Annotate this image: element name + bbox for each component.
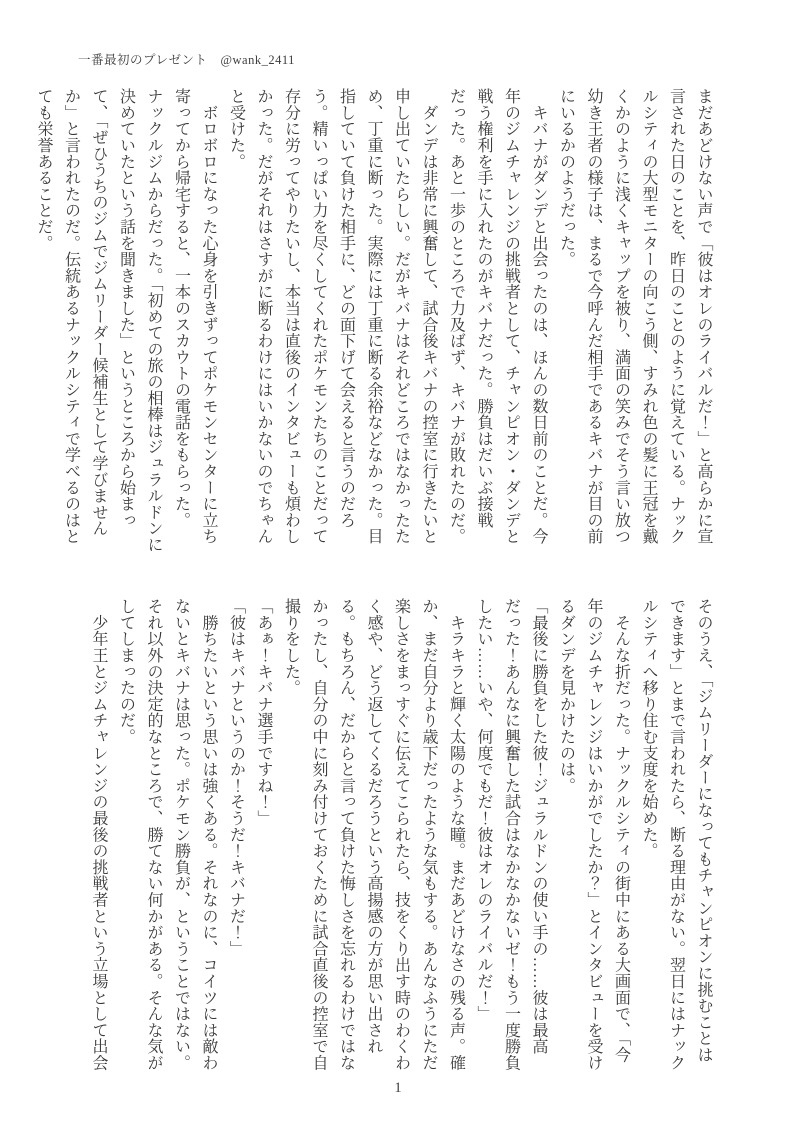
- paragraph: 少年王とジムチャレンジの最後の挑戦者という立場として出会: [90, 598, 107, 1071]
- paragraph: キバナがダンデと出会ったのは、ほんの数日前のことだ。今年のジムチャレンジの挑戦者として、チャンピオン・ダンデと戦う権利を手に入れたのがキバナだった。勝負はだいぶ接戦だった。あと一歩のところで力及ばず、キバナが敗れたのだ。: [447, 88, 547, 545]
- paragraph: そんな折だった。ナックルシティの街中にある大画面で、「今年のジムチャレンジはいかがでしたか？」とインタビューを受けるダンデを見かけたのは。: [557, 598, 630, 1071]
- paragraph: そのうえ、「ジムリーダーになってもチャンピオンに挑むことはできます」とまで言われたら、断る理由がない。翌日にはナックルシティへ移り住む支度を始めた。: [640, 598, 712, 1071]
- document-title-header: 一番最初のプレゼント @wank_2411: [78, 53, 295, 67]
- paragraph: 勝ちたいという思いは強くある。それなのに、コイツには敵わないとキバナは思った。ポケモン勝負が、ということではない。それ以外の決定的なところで、勝てない何かがある。そんな気がしてしまったのだ。: [117, 598, 217, 1071]
- paragraph: 「彼はキバナというのか！そうだ！キバナだ！」: [227, 598, 245, 957]
- page-number: 1: [394, 1080, 402, 1096]
- paragraph: 「最後に勝負をした彼！ジュラルドンの使い手の……彼は最高だった！あんなに興奮した試合はなかなかないゼ！もう一度勝負したい……いや、何度でもだ！彼はオレのライバルだ！」: [475, 598, 547, 1071]
- paragraph: ダンデは非常に興奮して、試合後キバナの控室に行きたいと申し出ていたらしい。だがキバナはそれどころではなかったため、丁重に断った。実際には丁重に断る余裕などなかった。目指していて負けた相手に、どの面下げて会えると言うのだろう。精いっぱい力を尽くしてくれたポケモンたちのことだって存分に労ってやりたいし、本当は直後のインタビューも煩わしかった。だがそれはさすがに断るわけにはいかないのでちゃんと受けた。: [227, 88, 437, 545]
- paragraph: キラキラと輝く太陽のような瞳。まだあどけなさの残る声。確か、まだ自分より歳下だったような気もする。あんなふうにただ楽しさをまっすぐに伝えてこられたら、技をくり出す時のわくわく感や、どう返してくるだろうという高揚感の方が思い出される。もちろん、だからと言って負けた悔しさを忘れるわけではなかったし、自分の中に刻み付けておくために試合直後の控室で自撮りをした。: [282, 598, 465, 1071]
- paragraph: 「あぁ！キバナ選手ですね！」: [255, 598, 272, 827]
- text-section-upper: [30, 88, 718, 558]
- text-section-lower: [85, 598, 718, 1071]
- paragraph: ボロボロになった心身を引きずってポケモンセンターに立ち寄ってから帰宅すると、一本のスカウトの電話をもらった。ナックルジムからだった。「初めての旅の相棒はジュラルドンに決めていたという話を聞きました」というところから始まって、「ぜひうちのジムでジムリーダー候補生として学びませんか」と言われたのだ。伝統あるナックルシティで学べるのはとても栄誉あることだ。: [35, 88, 217, 553]
- paragraph: まだあどけない声で「彼はオレのライバルだ！」と高らかに宣言された日のことを、昨日のことのように覚えている。ナックルシティの大型モニターの向こう側、すみれ色の髪に王冠を戴くかのように浅くキャップを被り、満面の笑みでそう言い放つ幼き王者の様子は、まるで今呼んだ相手であるキバナが目の前にいるかのようだった。: [557, 88, 712, 545]
